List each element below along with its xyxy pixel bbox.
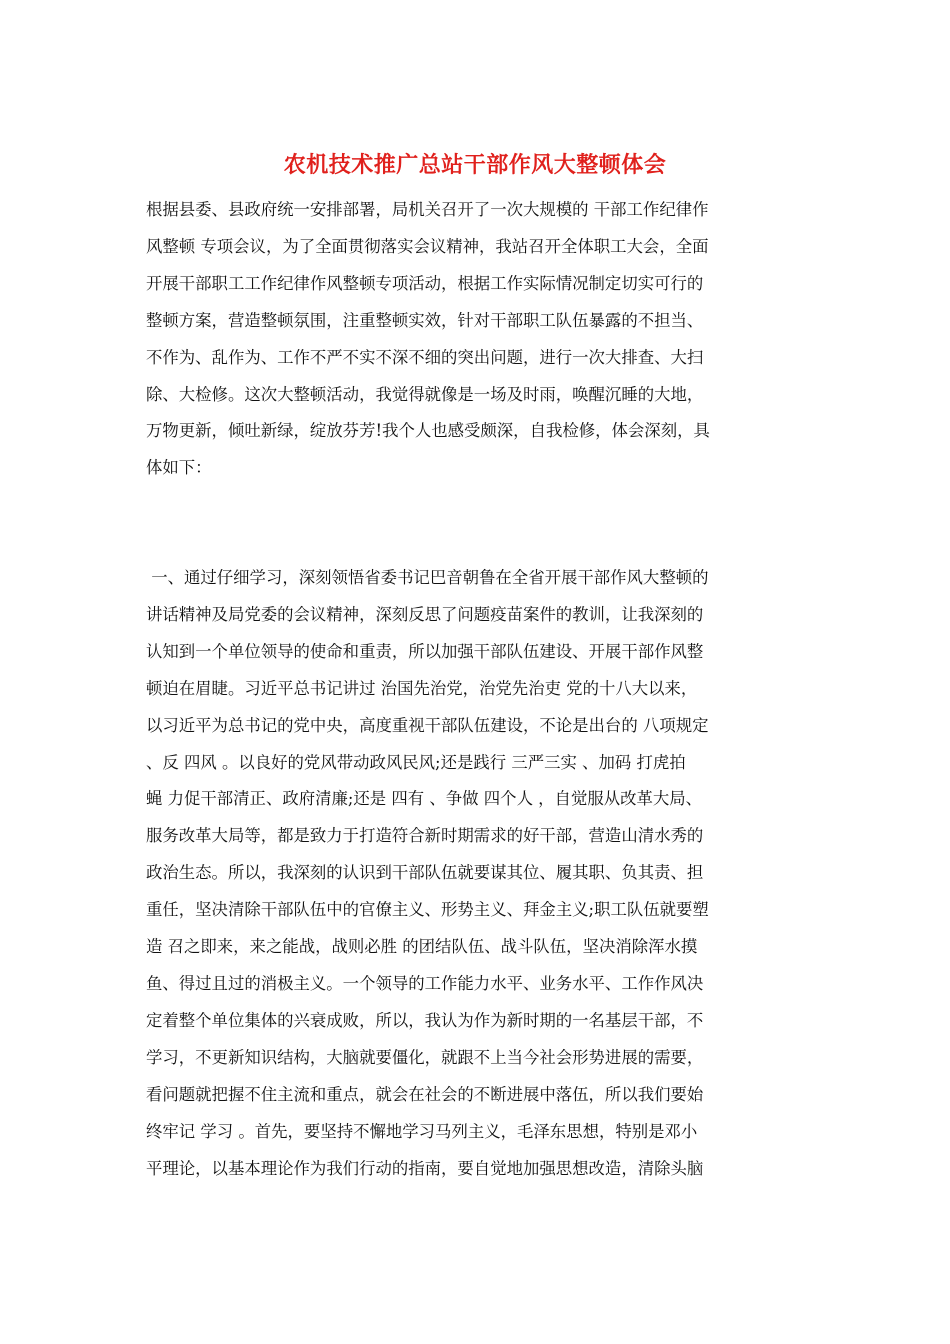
paragraph-intro	[146, 192, 806, 487]
text-line: 以习近平为总书记的党中央，高度重视干部队伍建设，不论是出台的 八项规定	[146, 715, 709, 735]
text-line: 整顿方案，营造整顿氛围，注重整顿实效，针对干部职工队伍暴露的不担当、	[146, 310, 704, 330]
text-line: 平理论，以基本理论作为我们行动的指南，要自觉地加强思想改造，清除头脑	[146, 1158, 704, 1178]
text-line: 除、大检修。这次大整顿活动，我觉得就像是一场及时雨，唤醒沉睡的大地，	[146, 384, 704, 404]
text-line: 蝇 力促干部清正、政府清廉;还是 四有 、争做 四个人 ，自觉服从改革大局、	[146, 789, 703, 809]
text-line: 讲话精神及局党委的会议精神，深刻反思了问题疫苗案件的教训，让我深刻的	[146, 604, 704, 624]
text-line: 不作为、乱作为、工作不严不实不深不细的突出问题，进行一次大排查、大扫	[146, 347, 704, 367]
text-line: 重任，坚决清除干部队伍中的官僚主义、形势主义、拜金主义;职工队伍就要塑	[146, 900, 709, 920]
document-title: 农机技术推广总站干部作风大整顿体会	[283, 152, 667, 178]
text-line: 定着整个单位集体的兴衰成败，所以，我认为作为新时期的一名基层干部，不	[146, 1010, 704, 1030]
text-line: 认知到一个单位领导的使命和重责，所以加强干部队伍建设、开展干部作风整	[146, 641, 704, 661]
text-line: 政治生态。所以，我深刻的认识到干部队伍就要谋其位、履其职、负其责、担	[146, 863, 704, 883]
text-line: 服务改革大局等，都是致力于打造符合新时期需求的好干部，营造山清水秀的	[146, 826, 704, 846]
text-line: 开展干部职工工作纪律作风整顿专项活动，根据工作实际情况制定切实可行的	[146, 273, 704, 293]
text-line: 万物更新，倾吐新绿，绽放芬芳!我个人也感受颇深，自我检修，体会深刻，具	[146, 421, 710, 441]
text-line: 体如下：	[146, 458, 212, 478]
text-line: 造 召之即来，来之能战，战则必胜 的团结队伍、战斗队伍，坚决消除浑水摸	[146, 937, 698, 957]
text-line: 、反 四风 。以良好的党风带动政风民风;还是践行 三严三实 、加码 打虎拍	[146, 752, 686, 772]
paragraph-section-one	[146, 560, 806, 1187]
text-line: 终牢记 学习 。首先，要坚持不懈地学习马列主义，毛泽东思想，特别是邓小	[146, 1121, 698, 1141]
text-line: 顿迫在眉睫。习近平总书记讲过 治国先治党，治党先治吏 党的十八大以来，	[146, 678, 698, 698]
text-line: 根据县委、县政府统一安排部署，局机关召开了一次大规模的 干部工作纪律作	[146, 200, 709, 219]
text-line: 一、通过仔细学习，深刻领悟省委书记巴音朝鲁在全省开展干部作风大整顿的	[146, 568, 709, 587]
text-line: 鱼、得过且过的消极主义。一个领导的工作能力水平、业务水平、工作作风决	[146, 973, 704, 993]
text-line: 风整顿 专项会议，为了全面贯彻落实会议精神，我站召开全体职工大会，全面	[146, 236, 709, 256]
text-line: 学习，不更新知识结构，大脑就要僵化，就跟不上当今社会形势进展的需要，	[146, 1047, 704, 1067]
text-line: 看问题就把握不住主流和重点，就会在社会的不断进展中落伍，所以我们要始	[146, 1084, 704, 1104]
